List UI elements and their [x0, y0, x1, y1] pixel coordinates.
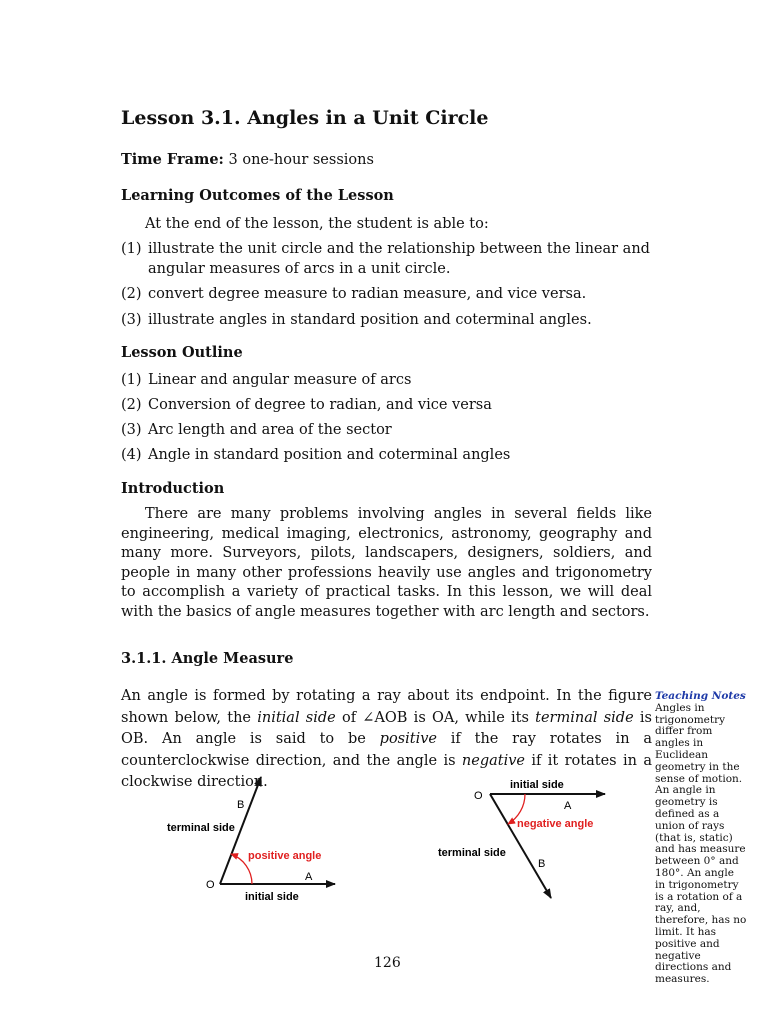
text-run: of ∠AOB is OA, while its	[335, 709, 536, 726]
text-run: is OB. An angle is said to be	[121, 709, 652, 747]
outcome-num: (1)	[121, 241, 142, 257]
label-positive-angle: positive angle	[248, 850, 322, 862]
label-b: B	[237, 799, 245, 811]
outcomes-intro: At the end of the lesson, the student is able to:	[145, 216, 489, 232]
outline-item	[121, 395, 661, 415]
outline-text: Conversion of degree to radian, and vice versa	[148, 397, 492, 413]
time-frame	[121, 151, 374, 168]
outline-text: Arc length and area of the sector	[148, 422, 392, 438]
text-run: An angle is formed by rotating a ray about its endpoint. In the figure shown below, the	[121, 688, 652, 726]
time-frame-label: Time Frame:	[121, 151, 224, 168]
lesson-title: Lesson 3.1. Angles in a Unit Circle	[121, 107, 489, 129]
outline-text: Linear and angular measure of arcs	[148, 372, 412, 388]
outline-num: (2)	[121, 397, 142, 413]
outline-heading: Lesson Outline	[121, 344, 243, 361]
term-positive: positive	[379, 731, 437, 747]
outcome-text: convert degree measure to radian measure, and vice versa.	[148, 286, 587, 302]
label-o: O	[474, 790, 483, 802]
page-number: 126	[374, 955, 401, 971]
label-o: O	[206, 879, 215, 891]
label-a: A	[305, 871, 313, 883]
outcome-text: illustrate angles in standard position and coterminal angles.	[148, 312, 592, 328]
introduction-paragraph: There are many problems involving angles in several fields like engineering, medical imaging, electronics, astronomy, geography and many more. Surveyors, pilots, landscapers, designers, soldiers, and people in many other professions heavily use angles and trigonometry to accomplish a variety of practical tasks. In this lesson, we will deal with the basics of angle measures together with arc length and sectors.	[121, 506, 652, 620]
outcomes-heading: Learning Outcomes of the Lesson	[121, 187, 394, 204]
outcome-num: (3)	[121, 312, 142, 328]
outline-num: (1)	[121, 372, 142, 388]
negative-angle-figure	[435, 774, 615, 910]
outline-num: (3)	[121, 422, 142, 438]
outcome-num: (2)	[121, 286, 142, 302]
term-initial-side: initial side	[257, 709, 336, 726]
outline-item	[121, 420, 661, 440]
label-terminal-side: terminal side	[167, 822, 235, 834]
outline-num: (4)	[121, 447, 142, 463]
outcome-text: illustrate the unit circle and the relationship between the linear and angular measures of arcs in a unit circle.	[148, 241, 650, 277]
terminal-ray	[490, 794, 551, 898]
label-b: B	[538, 858, 546, 870]
introduction-heading: Introduction	[121, 480, 225, 497]
text-run: if the ray rotates in a counterclockwise direction, and the angle is	[121, 731, 652, 769]
outline-text: Angle in standard position and coterminal angles	[148, 447, 511, 463]
teaching-notes-heading: Teaching Notes	[655, 690, 746, 702]
outcome-item	[121, 239, 661, 279]
label-a: A	[564, 800, 572, 812]
teaching-notes-text: Angles in trigonometry differ from angles in Euclidean geometry in the sense of motion. An angle in geometry is defined as a union of rays (that is, static) and has measure between 0° and 180°. An angle in trigonometry is a rotation of a ray, and, therefore, has no limit. It has positive and negative directions and measures.	[655, 701, 747, 986]
outline-item	[121, 445, 661, 465]
outcome-item	[121, 310, 661, 330]
positive-angle-figure	[160, 770, 350, 910]
label-terminal-side: terminal side	[438, 847, 506, 859]
term-terminal-side: terminal side	[535, 709, 634, 726]
label-negative-angle: negative angle	[517, 818, 594, 830]
label-initial-side: initial side	[510, 779, 564, 791]
text-run: if it rotates in a clockwise direction.	[121, 752, 652, 790]
teaching-notes	[655, 691, 747, 986]
label-initial-side: initial side	[245, 891, 299, 903]
section-heading: 3.1.1. Angle Measure	[121, 650, 294, 667]
outcome-item	[121, 284, 661, 304]
time-frame-value: 3 one-hour sessions	[228, 152, 374, 168]
term-negative: negative	[461, 752, 525, 769]
outline-item	[121, 370, 661, 390]
